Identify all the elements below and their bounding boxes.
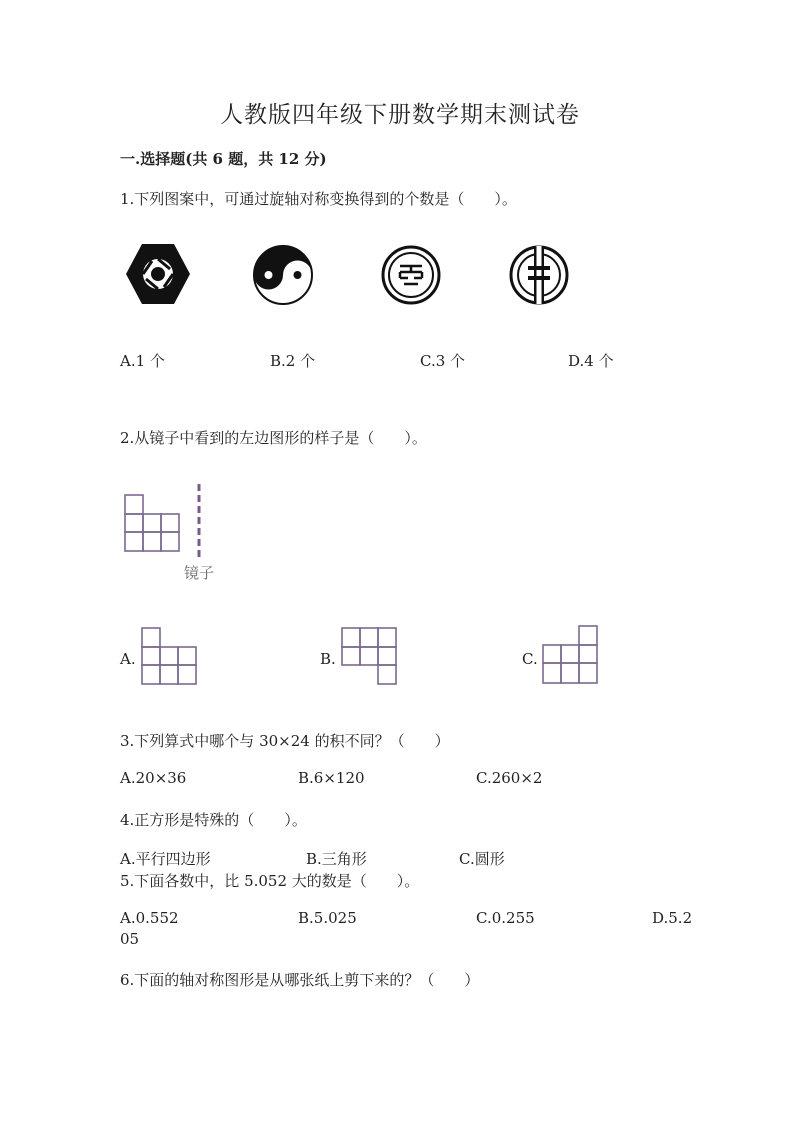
q4-option-a[interactable]: A.平行四边形 [120, 850, 211, 868]
q5-option-b[interactable]: B.5.025 [298, 909, 357, 927]
question-3-text: 3.下列算式中哪个与 30×24 的积不同？（ ） [120, 732, 450, 750]
question-1-text: 1.下列图案中，可通过旋轴对称变换得到的个数是（ ）。 [120, 190, 517, 208]
q4-option-b[interactable]: B.三角形 [306, 850, 367, 868]
q2-option-c-label[interactable]: C. [522, 650, 538, 668]
q2-original-figure [124, 494, 182, 552]
question-2-text: 2.从镜子中看到的左边图形的样子是（ ）。 [120, 429, 427, 447]
q5-option-a[interactable]: A.0.552 [120, 909, 179, 927]
page-title: 人教版四年级下册数学期末测试卷 [220, 102, 580, 128]
q1-option-a[interactable]: A.1 个 [120, 352, 165, 370]
question-5-text: 5.下面各数中，比 5.052 大的数是（ ）。 [120, 872, 420, 890]
q1-option-c[interactable]: C.3 个 [420, 352, 466, 370]
q5-option-c[interactable]: C.0.255 [476, 909, 535, 927]
bank-logo-circle-icon [380, 244, 442, 306]
hexagon-shutter-icon [124, 242, 192, 306]
q2-option-b-label[interactable]: B. [320, 650, 336, 668]
q1-option-d[interactable]: D.4 个 [568, 352, 614, 370]
question-6-text: 6.下面的轴对称图形是从哪张纸上剪下来的？（ ） [120, 971, 480, 989]
mirror-label: 镜子 [184, 564, 215, 582]
q3-option-a[interactable]: A.20×36 [120, 769, 187, 787]
q4-option-c[interactable]: C.圆形 [459, 850, 505, 868]
q5-option-d[interactable]: D.5.2 [652, 909, 693, 927]
q3-option-c[interactable]: C.260×2 [476, 769, 543, 787]
q2-option-a-figure[interactable] [141, 627, 199, 685]
q2-option-b-figure[interactable] [341, 627, 399, 685]
section-heading: 一.选择题(共 6 题，共 12 分) [120, 150, 327, 168]
question-4-text: 4.正方形是特殊的（ ）。 [120, 811, 307, 829]
q5-option-d-wrap: 05 [120, 930, 140, 948]
q3-option-b[interactable]: B.6×120 [298, 769, 365, 787]
q2-option-c-figure[interactable] [542, 625, 600, 685]
mirror-line [196, 484, 202, 560]
yin-yang-icon [252, 244, 314, 306]
q1-option-b[interactable]: B.2 个 [270, 352, 316, 370]
q2-option-a-label[interactable]: A. [120, 650, 136, 668]
bank-logo-coin-icon [508, 244, 570, 306]
